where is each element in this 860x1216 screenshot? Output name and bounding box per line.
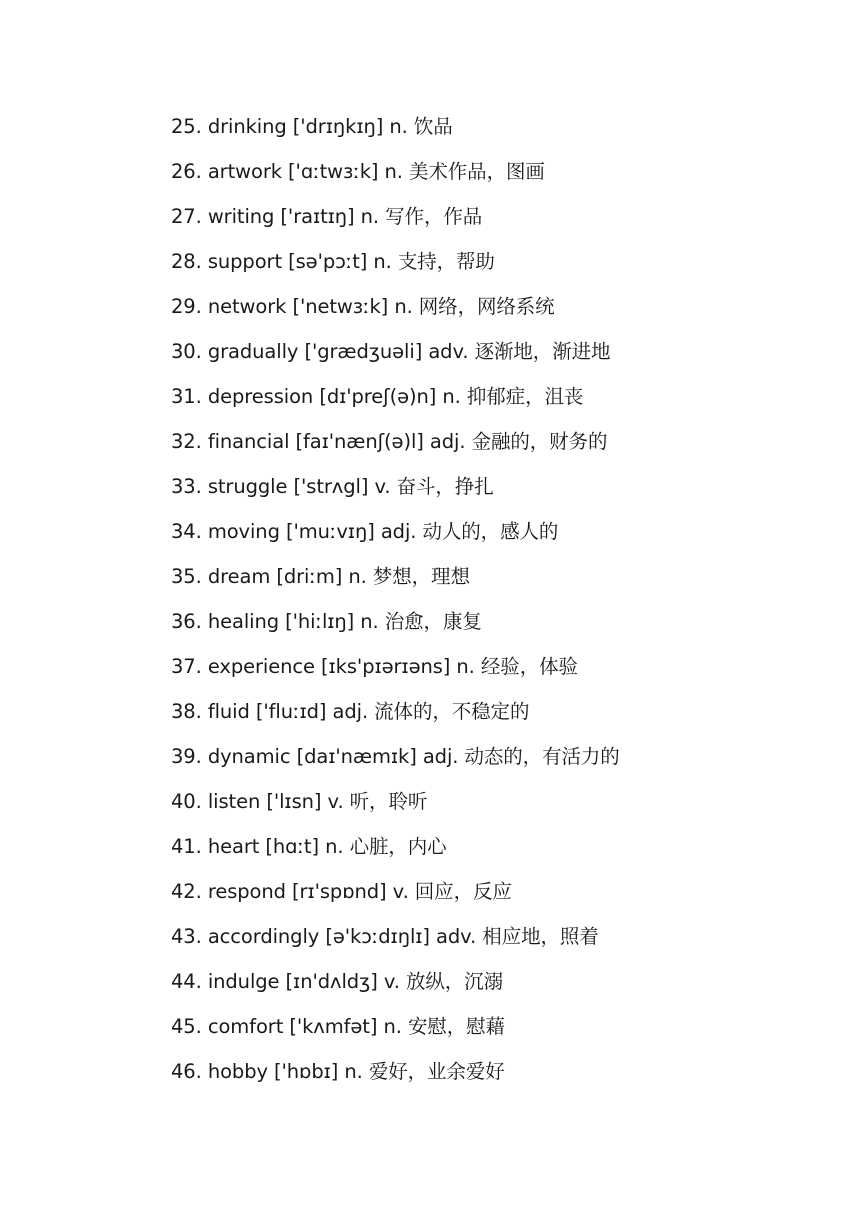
entry-phonetic: [ə'kɔːdɪŋlɪ]: [325, 925, 430, 948]
entry-number: 45.: [171, 1015, 202, 1038]
entry-number: 29.: [171, 295, 202, 318]
entry-word: network: [207, 295, 287, 318]
entry-part-of-speech: n.: [348, 565, 367, 588]
entry-number: 25.: [171, 115, 202, 138]
entry-word: listen: [207, 790, 261, 813]
vocab-entry: [171, 828, 620, 873]
entry-word: comfort: [207, 1015, 284, 1038]
entry-part-of-speech: n.: [325, 835, 344, 858]
entry-phonetic: ['fluːɪd]: [255, 700, 327, 723]
vocab-entry: [171, 963, 620, 1008]
entry-meaning: 回应，反应: [414, 880, 512, 903]
entry-number: 41.: [171, 835, 202, 858]
entry-word: moving: [207, 520, 280, 543]
entry-part-of-speech: n.: [442, 385, 461, 408]
vocab-entry: [171, 198, 620, 243]
entry-part-of-speech: adv.: [436, 925, 477, 948]
entry-meaning: 美术作品，图画: [408, 160, 545, 183]
entry-word: indulge: [207, 970, 280, 993]
entry-word: healing: [207, 610, 280, 633]
entry-word: hobby: [207, 1060, 268, 1083]
entry-word: fluid: [207, 700, 250, 723]
entry-meaning: 爱好，业余爱好: [368, 1060, 505, 1083]
entry-number: 28.: [171, 250, 202, 273]
vocab-entry: [171, 558, 620, 603]
entry-part-of-speech: v.: [327, 790, 344, 813]
entry-number: 44.: [171, 970, 202, 993]
entry-word: heart: [207, 835, 260, 858]
entry-number: 33.: [171, 475, 202, 498]
entry-word: struggle: [207, 475, 288, 498]
vocab-entry: [171, 693, 620, 738]
entry-phonetic: ['ɑːtwɜːk]: [288, 160, 379, 183]
entry-word: writing: [207, 205, 275, 228]
entry-word: gradually: [207, 340, 299, 363]
entry-part-of-speech: n.: [394, 295, 413, 318]
entry-meaning: 流体的，不稳定的: [374, 700, 530, 723]
entry-meaning: 动人的，感人的: [422, 520, 559, 543]
entry-phonetic: ['muːvɪŋ]: [285, 520, 375, 543]
entry-meaning: 奋斗，挣扎: [396, 475, 494, 498]
entry-number: 46.: [171, 1060, 202, 1083]
entry-phonetic: [ɪks'pɪərɪəns]: [321, 655, 451, 678]
entry-phonetic: ['lɪsn]: [266, 790, 322, 813]
vocab-entry: [171, 603, 620, 648]
entry-part-of-speech: adj.: [429, 430, 466, 453]
entry-meaning: 支持，帮助: [397, 250, 495, 273]
vocab-entry: [171, 423, 620, 468]
entry-phonetic: [driːm]: [276, 565, 343, 588]
entry-word: respond: [207, 880, 286, 903]
entry-word: financial: [207, 430, 290, 453]
entry-part-of-speech: n.: [389, 115, 408, 138]
entry-number: 38.: [171, 700, 202, 723]
entry-meaning: 动态的，有活力的: [464, 745, 620, 768]
entry-part-of-speech: v.: [392, 880, 409, 903]
entry-phonetic: ['raɪtɪŋ]: [280, 205, 355, 228]
entry-meaning: 梦想，理想: [372, 565, 470, 588]
vocab-entry: [171, 243, 620, 288]
entry-meaning: 网络，网络系统: [418, 295, 555, 318]
vocab-entry: [171, 378, 620, 423]
entry-meaning: 治愈，康复: [384, 610, 482, 633]
vocab-entry: [171, 1008, 620, 1053]
vocab-entry: [171, 918, 620, 963]
entry-part-of-speech: n.: [383, 1015, 402, 1038]
entry-meaning: 听，聆听: [349, 790, 428, 813]
entry-part-of-speech: n.: [344, 1060, 363, 1083]
entry-part-of-speech: v.: [374, 475, 391, 498]
entry-meaning: 饮品: [413, 115, 453, 138]
entry-meaning: 放纵，沉溺: [405, 970, 503, 993]
entry-part-of-speech: adv.: [428, 340, 469, 363]
vocab-entry: [171, 288, 620, 333]
entry-phonetic: ['hiːlɪŋ]: [285, 610, 355, 633]
entry-part-of-speech: v.: [383, 970, 400, 993]
vocab-entry: [171, 783, 620, 828]
entry-meaning: 逐渐地，渐进地: [474, 340, 611, 363]
entry-number: 31.: [171, 385, 202, 408]
entry-part-of-speech: n.: [384, 160, 403, 183]
vocab-entry: [171, 153, 620, 198]
entry-number: 35.: [171, 565, 202, 588]
entry-number: 27.: [171, 205, 202, 228]
vocab-entry: [171, 513, 620, 558]
entry-meaning: 安慰，慰藉: [407, 1015, 505, 1038]
entry-number: 32.: [171, 430, 202, 453]
vocab-entry: [171, 738, 620, 783]
vocab-entry: [171, 333, 620, 378]
entry-word: dream: [207, 565, 271, 588]
entry-word: experience: [207, 655, 315, 678]
vocab-entry: [171, 108, 620, 153]
entry-phonetic: ['kʌmfət]: [289, 1015, 378, 1038]
entry-phonetic: [sə'pɔːt]: [288, 250, 368, 273]
entry-phonetic: [daɪ'næmɪk]: [296, 745, 417, 768]
entry-number: 39.: [171, 745, 202, 768]
entry-word: support: [207, 250, 282, 273]
vocab-entry: [171, 648, 620, 693]
entry-phonetic: [dɪ'preʃ(ə)n]: [319, 385, 437, 408]
vocabulary-list: [171, 108, 620, 1098]
entry-part-of-speech: n.: [360, 205, 380, 228]
entry-part-of-speech: adj.: [332, 700, 369, 723]
entry-phonetic: [ɪn'dʌldʒ]: [285, 970, 378, 993]
entry-part-of-speech: n.: [456, 655, 475, 678]
entry-phonetic: ['netwɜːk]: [292, 295, 389, 318]
entry-number: 26.: [171, 160, 202, 183]
entry-word: depression: [207, 385, 314, 408]
vocab-entry: [171, 468, 620, 513]
entry-number: 36.: [171, 610, 202, 633]
entry-phonetic: ['hɒbɪ]: [274, 1060, 339, 1083]
entry-word: accordingly: [207, 925, 320, 948]
entry-meaning: 金融的，财务的: [471, 430, 608, 453]
entry-part-of-speech: n.: [360, 610, 379, 633]
entry-phonetic: ['strʌgl]: [293, 475, 369, 498]
entry-phonetic: [rɪ'spɒnd]: [292, 880, 387, 903]
entry-meaning: 相应地，照着: [482, 925, 599, 948]
entry-meaning: 经验，体验: [480, 655, 578, 678]
entry-phonetic: ['drɪŋkɪŋ]: [292, 115, 384, 138]
entry-phonetic: [hɑːt]: [265, 835, 319, 858]
entry-part-of-speech: adj.: [380, 520, 417, 543]
entry-number: 37.: [171, 655, 202, 678]
entry-word: drinking: [207, 115, 287, 138]
entry-meaning: 心脏，内心: [349, 835, 447, 858]
entry-number: 43.: [171, 925, 202, 948]
entry-meaning: 写作，作品: [385, 205, 483, 228]
entry-part-of-speech: adj.: [422, 745, 459, 768]
entry-number: 34.: [171, 520, 202, 543]
entry-phonetic: [faɪ'nænʃ(ə)l]: [295, 430, 424, 453]
entry-word: dynamic: [207, 745, 291, 768]
vocab-entry: [171, 873, 620, 918]
entry-number: 30.: [171, 340, 202, 363]
vocab-entry: [171, 1053, 620, 1098]
entry-word: artwork: [207, 160, 282, 183]
entry-part-of-speech: n.: [373, 250, 392, 273]
entry-meaning: 抑郁症，沮丧: [466, 385, 584, 408]
entry-number: 42.: [171, 880, 202, 903]
entry-phonetic: ['grædʒuəli]: [304, 340, 423, 363]
entry-number: 40.: [171, 790, 202, 813]
